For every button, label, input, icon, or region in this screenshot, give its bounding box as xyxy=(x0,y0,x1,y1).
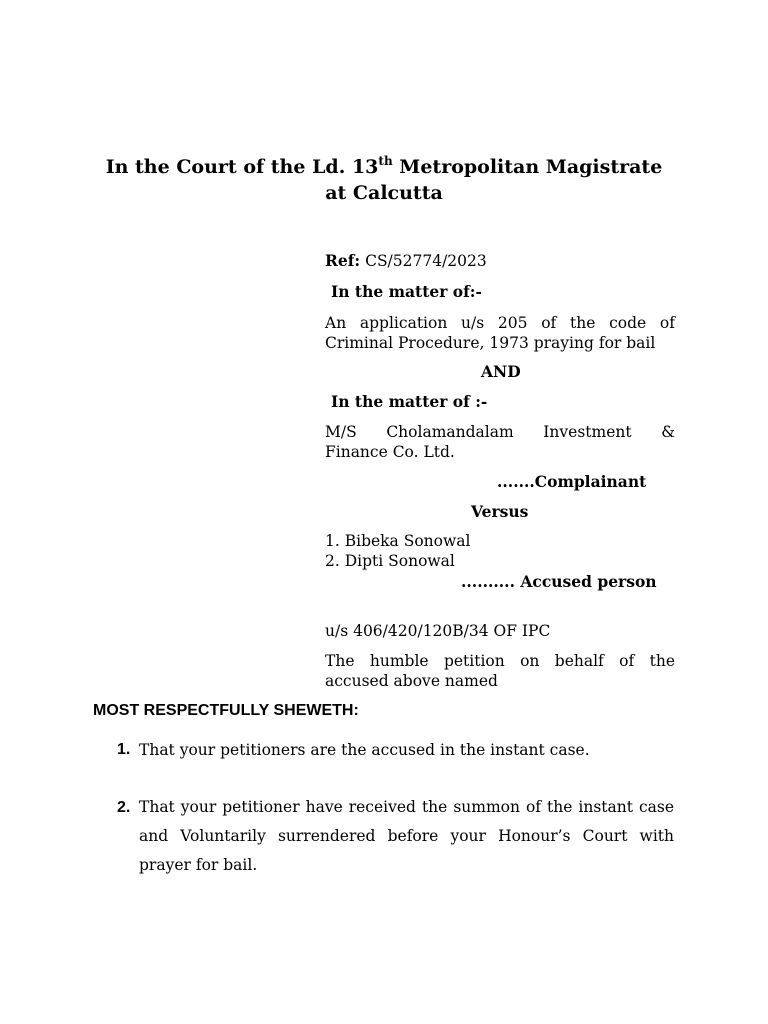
paragraph-number-1: 1. xyxy=(117,741,131,758)
matter-1-line2: Criminal Procedure, 1973 praying for bail xyxy=(325,334,656,352)
reference-number: Ref: CS/52774/2023 xyxy=(325,251,487,270)
accused-label: .......... Accused person xyxy=(461,572,657,591)
petition-line2: accused above named xyxy=(325,672,498,690)
and-label: AND xyxy=(481,362,521,381)
accused-item-1: 1. Bibeka Sonowal xyxy=(325,532,471,550)
paragraph-2: That your petitioner have received the summon of the instant case and Voluntarily surrendered before your Honour’s Court with prayer for bail. xyxy=(139,798,674,874)
versus-label: Versus xyxy=(471,502,529,521)
court-title-line1: In the Court of the Ld. 13th Metropolitan Magistrate xyxy=(105,153,663,178)
ipc-section: u/s 406/420/120B/34 OF IPC xyxy=(325,622,551,640)
matter-heading-1: In the matter of:- xyxy=(331,282,482,301)
matter-1-line1: An application u/s 205 of the code of xyxy=(325,314,675,332)
accused-item-2: 2. Dipti Sonowal xyxy=(325,552,455,570)
sheweth-heading: MOST RESPECTFULLY SHEWETH: xyxy=(93,702,359,719)
petition-line1: The humble petition on behalf of the xyxy=(325,652,675,670)
court-title xyxy=(0,154,768,206)
court-title-line2: at Calcutta xyxy=(325,182,443,204)
paragraph-number-2: 2. xyxy=(117,799,131,816)
matter-2-line1: M/S Cholamandalam Investment & xyxy=(325,423,675,441)
matter-2-line2: Finance Co. Ltd. xyxy=(325,443,455,461)
paragraph-1: That your petitioners are the accused in the instant case. xyxy=(139,741,590,759)
complainant-label: .......Complainant xyxy=(497,472,647,491)
matter-heading-2: In the matter of :- xyxy=(331,392,488,411)
